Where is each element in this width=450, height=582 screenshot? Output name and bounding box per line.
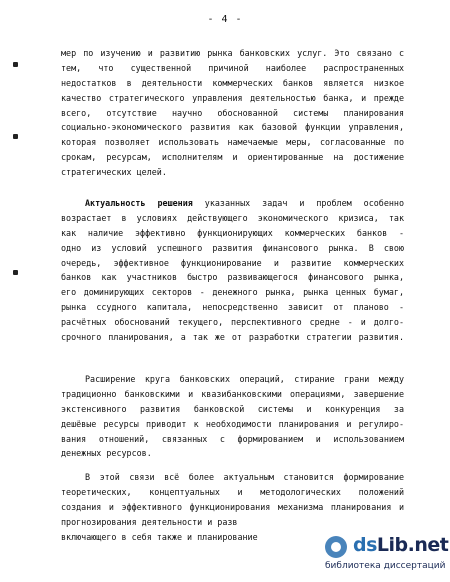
text-line: прогнозирования деятельности и разв bbox=[61, 516, 238, 527]
text-line: которая позволяет использовать намечаемые меры, согласованные по bbox=[61, 137, 404, 148]
text-line-first bbox=[61, 196, 404, 211]
bold-term: Актуальность решения bbox=[85, 198, 193, 208]
text-line: возрастает в условиях действующего экономического кризиса, так bbox=[61, 212, 404, 223]
text-line: экстенсивного развития банковской системы и конкуренция за bbox=[61, 403, 404, 414]
text-line: очередь, эффективное функционирование и развитие коммерческих bbox=[61, 257, 404, 268]
text-line: всего, отсутствие научно обоснованной системы планирования bbox=[61, 107, 404, 118]
text-line: Расширение круга банковских операций, стирание грани между bbox=[85, 374, 404, 384]
text-line: его доминирующих секторов - денежного рынка, рынка ценных бумаг, bbox=[61, 287, 404, 298]
dslib-subtitle: библиотека диссертаций bbox=[325, 561, 446, 571]
text-line: мер по изучению и развитию рынка банковских услуг. Это связано с bbox=[61, 48, 404, 58]
text-line-rest: указанных задач и проблем особенно bbox=[192, 198, 404, 208]
text-line: тем, что существенной причиной наиболее распространенных bbox=[61, 62, 404, 73]
text-line: одно из условий успешного развития финансового рынка. В свою bbox=[61, 242, 404, 253]
binder-hole-mark bbox=[13, 62, 18, 67]
paragraph-2 bbox=[61, 196, 404, 345]
dslib-logo-text: dsLib.net bbox=[353, 534, 449, 556]
text-line: В этой связи всё более актуальным становится формирование bbox=[85, 472, 404, 482]
text-line: социально-экономического развития как базовой функции управления, bbox=[61, 122, 404, 133]
text-line: недостатков в деятельности коммерческих банков является низкое bbox=[61, 77, 404, 88]
text-line: вания отношений, связанных с формированием и использованием bbox=[61, 433, 404, 444]
text-line: срочного планирования, а так же от разработки стратегии развития. bbox=[61, 332, 404, 343]
binder-hole-mark bbox=[13, 270, 18, 275]
text-line: создания и эффективного функционирования механизма планирования и bbox=[61, 501, 404, 512]
dslib-watermark[interactable] bbox=[325, 534, 449, 580]
page-number: - 4 - bbox=[207, 14, 243, 25]
text-line: традиционно банковскими и квазибанковскими операциями, завершение bbox=[61, 388, 404, 399]
paragraph-1 bbox=[61, 46, 404, 180]
text-line: дешёвые ресурсы приводит к необходимости планирования и регулиро- bbox=[61, 418, 404, 429]
text-line: включающего в себя также и планирование bbox=[61, 531, 258, 542]
text-line: срокам, ресурсам, исполнителям и ориентированные на достижение bbox=[61, 152, 404, 163]
text-line: качество стратегического управления деятельностью банка, и прежде bbox=[61, 92, 404, 103]
dslib-logo-icon bbox=[325, 536, 347, 558]
binder-hole-mark bbox=[13, 134, 18, 139]
text-line: расчётных обоснований текущего, перспективного средне - и долго- bbox=[61, 317, 404, 328]
text-line: рынка ссудного капитала, непосредственно зависит от планово - bbox=[61, 302, 404, 313]
text-line: денежных ресурсов. bbox=[61, 448, 152, 459]
text-line: стратегических целей. bbox=[61, 167, 167, 178]
text-line: теоретических, концептуальных и методологических положений bbox=[61, 486, 404, 497]
text-line: банков как участников быстро развивающегося финансового рынка, bbox=[61, 272, 404, 283]
text-line: как наличие эффективно функционирующих коммерческих банков - bbox=[61, 227, 404, 238]
paragraph-3 bbox=[61, 372, 404, 461]
